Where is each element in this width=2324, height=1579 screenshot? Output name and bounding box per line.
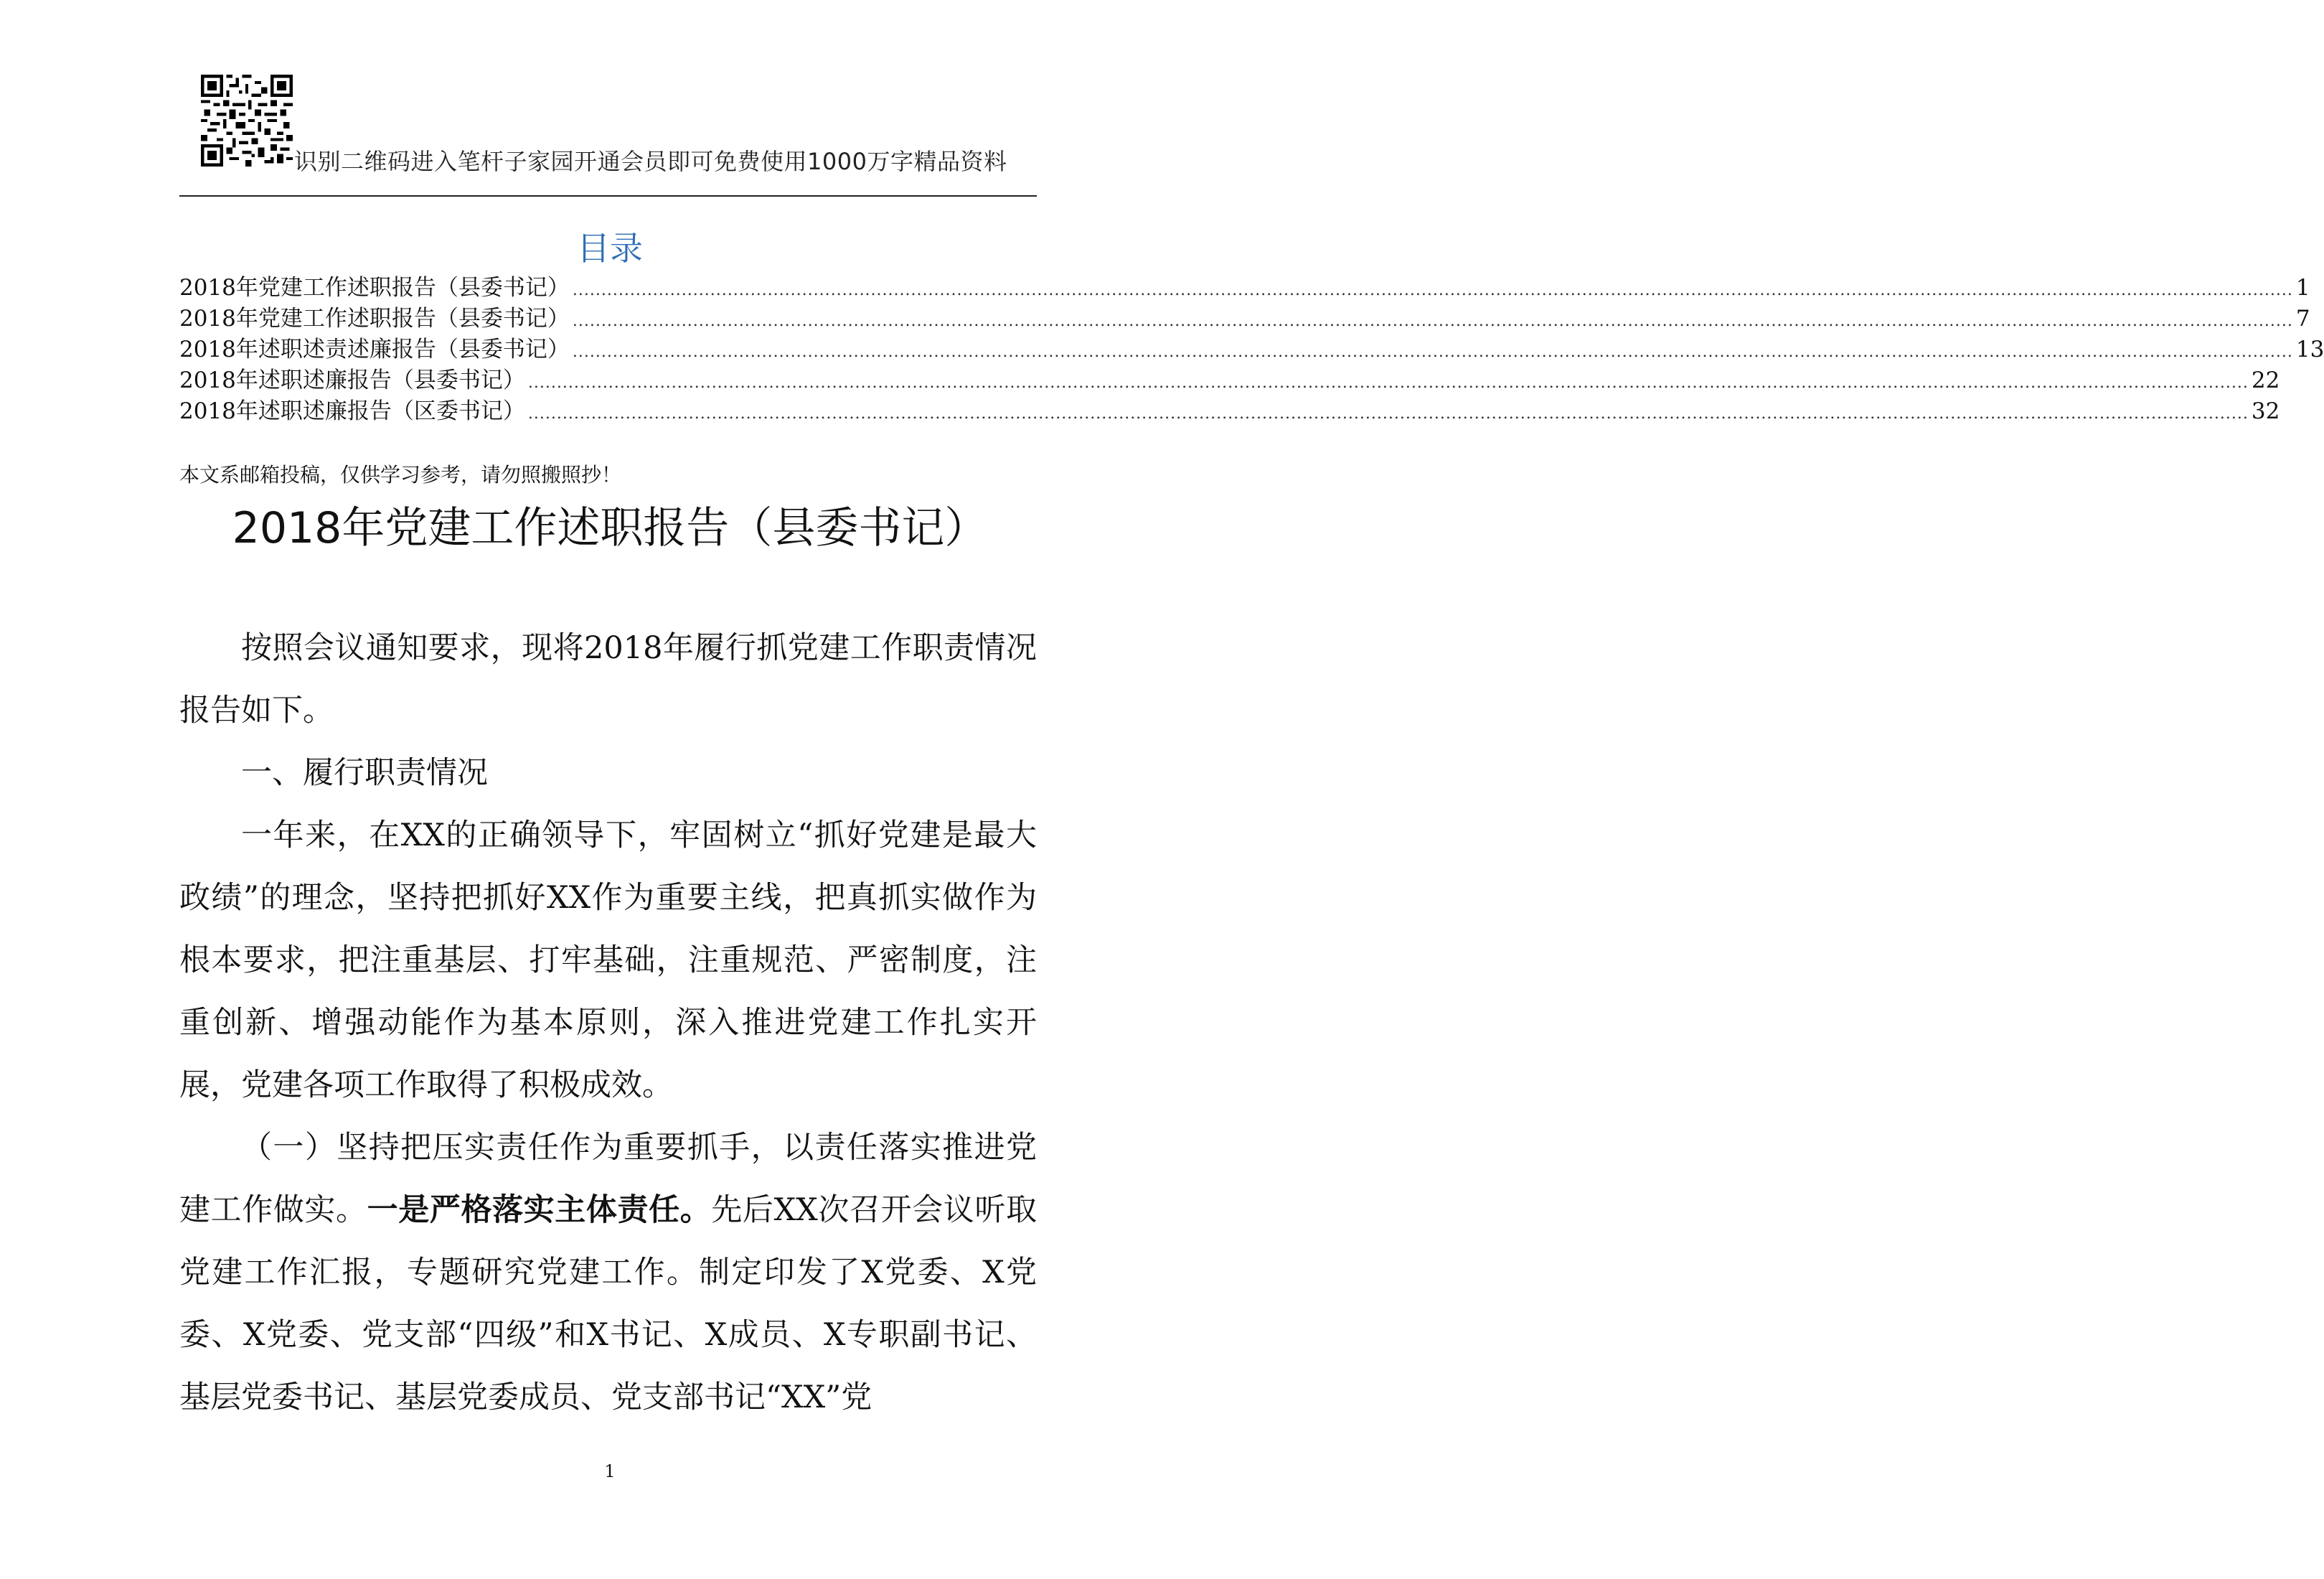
- intro-paragraph: 按照会议通知要求，现将2018年履行抓党建工作职责情况报告如下。: [179, 630, 1037, 728]
- toc-leader-dots: ............................................................................................................................................................................................................................................................................................................: [527, 405, 2249, 423]
- toc-entry-page: 7: [2295, 306, 2310, 332]
- toc-entry[interactable]: [179, 273, 2310, 304]
- document-title: 2018年党建工作述职报告（县委书记）: [232, 503, 988, 553]
- document-body: [179, 617, 1037, 1429]
- toc-entry-title: 2018年述职述廉报告（县委书记）: [179, 367, 525, 393]
- table-of-contents: [179, 273, 2324, 427]
- paragraph-1: 一年来，在XX的正确领导下，牢固树立“抓好党建是最大政绩”的理念，坚持把抓好XX作为重要主线，把真抓实做作为根本要求，把注重基层、打牢基础，注重规范、严密制度，注重创新、增强动能作为基本原则，深入推进党建工作扎实开展，党建各项工作取得了积极成效。: [179, 817, 1037, 1103]
- toc-entry-page: 1: [2295, 275, 2310, 301]
- toc-title: 目录: [577, 229, 643, 268]
- toc-entry[interactable]: [179, 304, 2310, 334]
- toc-entry[interactable]: [179, 334, 2324, 365]
- toc-entry-page: 22: [2251, 367, 2280, 393]
- toc-leader-dots: ............................................................................................................................................................................................................................................................................................................: [527, 374, 2249, 392]
- section-heading: 一、履行职责情况: [241, 755, 488, 791]
- toc-leader-dots: ............................................................................................................................................................................................................................................................................................................: [572, 343, 2293, 361]
- toc-entry-title: 2018年党建工作述职报告（县委书记）: [179, 275, 570, 301]
- paragraph-2: [179, 1117, 1037, 1429]
- paragraph-2-rest: 先后XX次召开会议听取党建工作汇报，专题研究党建工作。制定印发了X党委、X党委、X党委、党支部“四级”和X书记、X成员、X专职副书记、基层党委书记、基层党委成员、党支部书记“XX”党: [179, 1192, 1037, 1415]
- header: [179, 69, 1037, 195]
- toc-entry-page: 13: [2295, 337, 2324, 362]
- toc-leader-dots: ............................................................................................................................................................................................................................................................................................................: [572, 312, 2293, 330]
- paragraph-2-lead: （一）坚持把压实责任作为重要抓手，以责任落实推进党建工作做实。: [179, 1130, 1037, 1228]
- toc-entry-title: 2018年述职述廉报告（区委书记）: [179, 398, 525, 424]
- toc-leader-dots: ............................................................................................................................................................................................................................................................................................................: [572, 281, 2293, 299]
- toc-entry[interactable]: [179, 396, 2280, 427]
- toc-entry-title: 2018年党建工作述职报告（县委书记）: [179, 306, 570, 332]
- toc-entry[interactable]: [179, 365, 2280, 396]
- notice-text: 本文系邮箱投稿，仅供学习参考，请勿照搬照抄！: [179, 463, 622, 487]
- paragraph-2-bold: 一是严格落实主体责任。: [367, 1192, 712, 1228]
- qr-code-icon[interactable]: [201, 75, 293, 167]
- toc-entry-title: 2018年述职述责述廉报告（县委书记）: [179, 337, 570, 362]
- promo-text: 识别二维码进入笔杆子家园开通会员即可免费使用1000万字精品资料: [294, 148, 1007, 175]
- page-number: 1: [604, 1461, 616, 1481]
- toc-entry-page: 32: [2251, 398, 2280, 424]
- header-divider: [179, 195, 1037, 197]
